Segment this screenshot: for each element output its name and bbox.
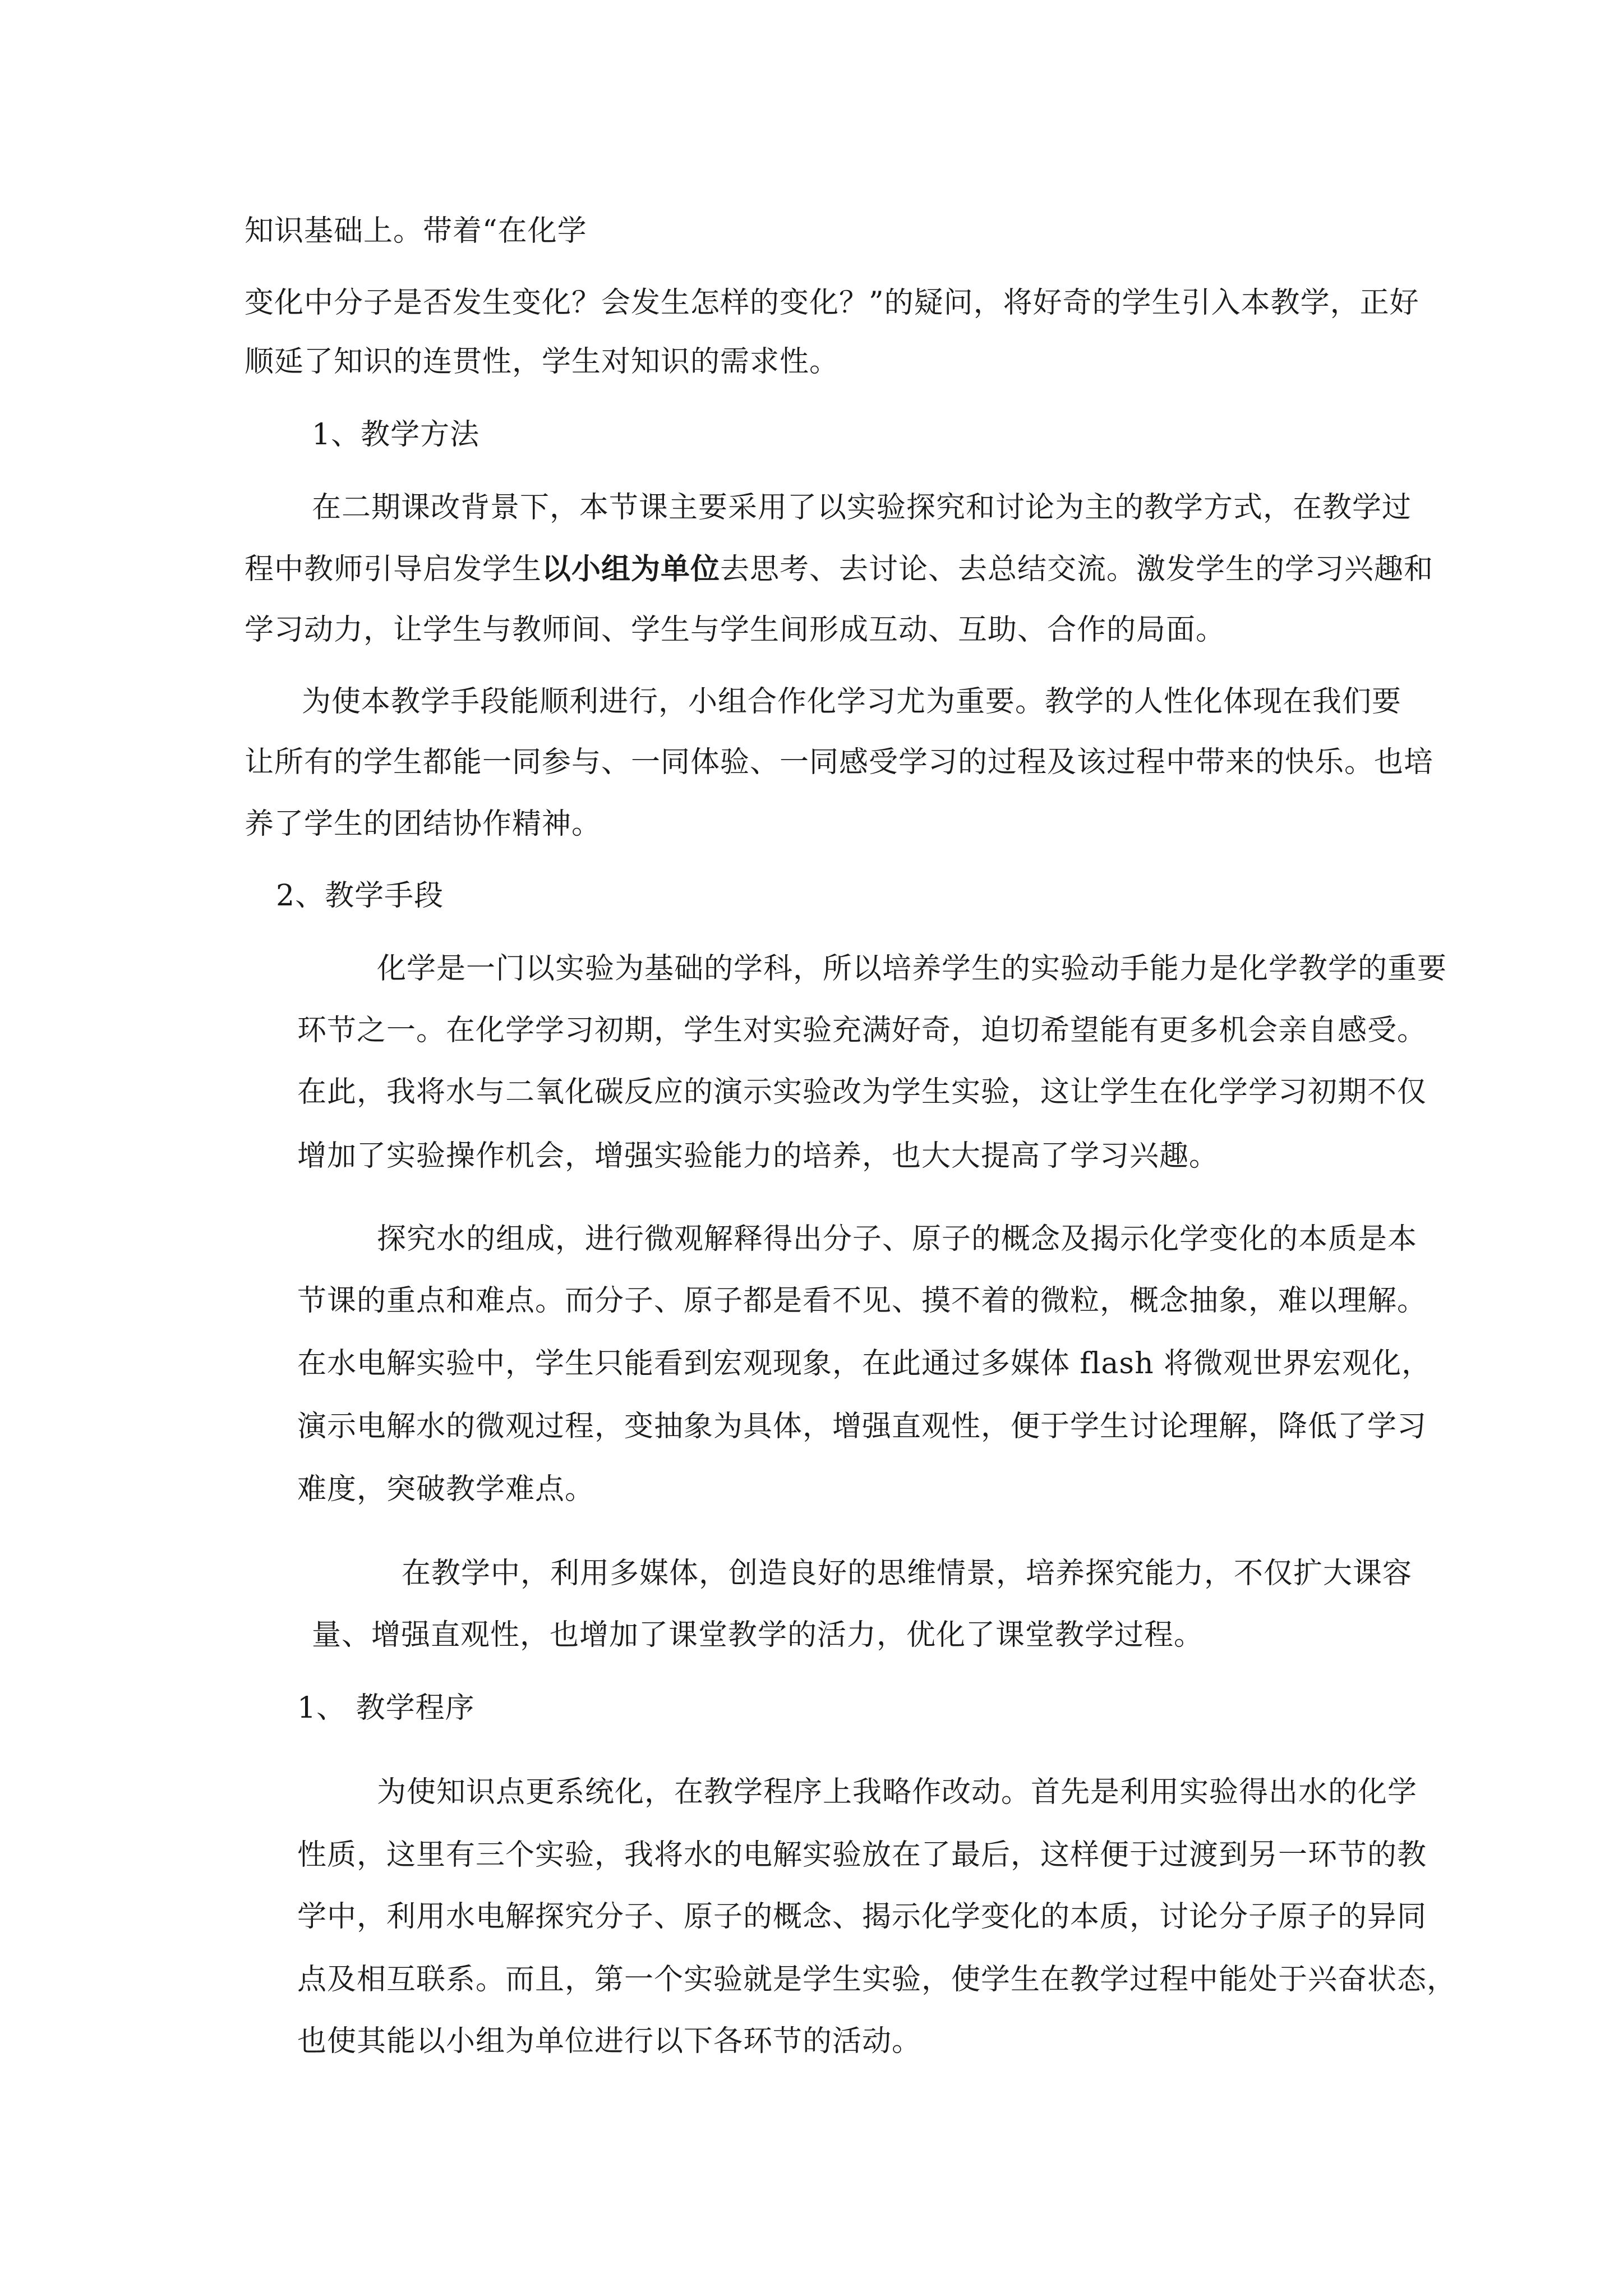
text-line: 为使本教学手段能顺利进行，小组合作化学习尤为重要。教学的人性化体现在我们要: [302, 685, 1402, 719]
text-line: 也使其能以小组为单位进行以下各环节的活动。: [297, 2024, 922, 2058]
text-line: 探究水的组成，进行微观解释得出分子、原子的概念及揭示化学变化的本质是本: [377, 1222, 1418, 1256]
text-line: 化学是一门以实验为基础的学科，所以培养学生的实验动手能力是化学教学的重要: [377, 952, 1447, 986]
text-line: 在二期课改背景下，本节课主要采用了以实验探究和讨论为主的教学方式，在教学过: [312, 491, 1412, 524]
text-span: 去思考、去讨论、去总结交流。激发学生的学习兴趣和: [720, 553, 1434, 586]
text-line: 知识基础上。带着“在化学: [245, 214, 587, 248]
text-line-with-emphasis: [245, 550, 1433, 589]
text-line: 在此，我将水与二氧化碳反应的演示实验改为学生实验，这让学生在化学学习初期不仅: [297, 1075, 1427, 1109]
text-line: 为使知识点更系统化，在教学程序上我略作改动。首先是利用实验得出水的化学: [377, 1775, 1418, 1809]
text-line: 难度，突破教学难点。: [297, 1473, 595, 1506]
text-line: 增加了实验操作机会，增强实验能力的培养，也大大提高了学习兴趣。: [297, 1139, 1219, 1173]
text-span: 程中教师引导启发学生: [245, 553, 542, 586]
text-line: 性质，这里有三个实验，我将水的电解实验放在了最后，这样便于过渡到另一环节的教: [297, 1838, 1427, 1872]
text-line: 在水电解实验中，学生只能看到宏观现象，在此通过多媒体 flash 将微观世界宏观化，: [297, 1347, 1432, 1381]
text-line: 量、增强直观性，也增加了课堂教学的活力，优化了课堂教学过程。: [312, 1618, 1204, 1652]
text-line: 让所有的学生都能一同参与、一同体验、一同感受学习的过程及该过程中带来的快乐。也培: [245, 746, 1434, 779]
text-line: 环节之一。在化学学习初期，学生对实验充满好奇，迫切希望能有更多机会亲自感受。: [297, 1014, 1427, 1047]
text-line: 节课的重点和难点。而分子、原子都是看不见、摸不着的微粒，概念抽象，难以理解。: [297, 1284, 1427, 1318]
text-line: 顺延了知识的连贯性，学生对知识的需求性。: [245, 345, 840, 379]
text-line: 学中，利用水电解探究分子、原子的概念、揭示化学变化的本质，讨论分子原子的异同: [297, 1900, 1427, 1934]
section-heading: 1、教学方法: [312, 418, 480, 452]
section-heading: 1、 教学程序: [297, 1691, 475, 1725]
text-line: 学习动力，让学生与教师间、学生与学生间形成互动、互助、合作的局面。: [245, 613, 1226, 647]
text-line: 在教学中，利用多媒体，创造良好的思维情景，培养探究能力，不仅扩大课容: [402, 1557, 1413, 1590]
text-line: 养了学生的团结协作精神。: [245, 807, 602, 841]
text-line: 变化中分子是否发生变化？会发生怎样的变化？”的疑问，将好奇的学生引入本教学，正好: [245, 286, 1419, 320]
emphasis-text: 以小组为单位: [542, 552, 721, 586]
section-heading: 2、教学手段: [276, 879, 444, 913]
text-line: 演示电解水的微观过程，变抽象为具体，增强直观性，便于学生讨论理解，降低了学习: [297, 1410, 1427, 1443]
text-line: 点及相互联系。而且，第一个实验就是学生实验，使学生在教学过程中能处于兴奋状态，: [297, 1963, 1457, 1996]
